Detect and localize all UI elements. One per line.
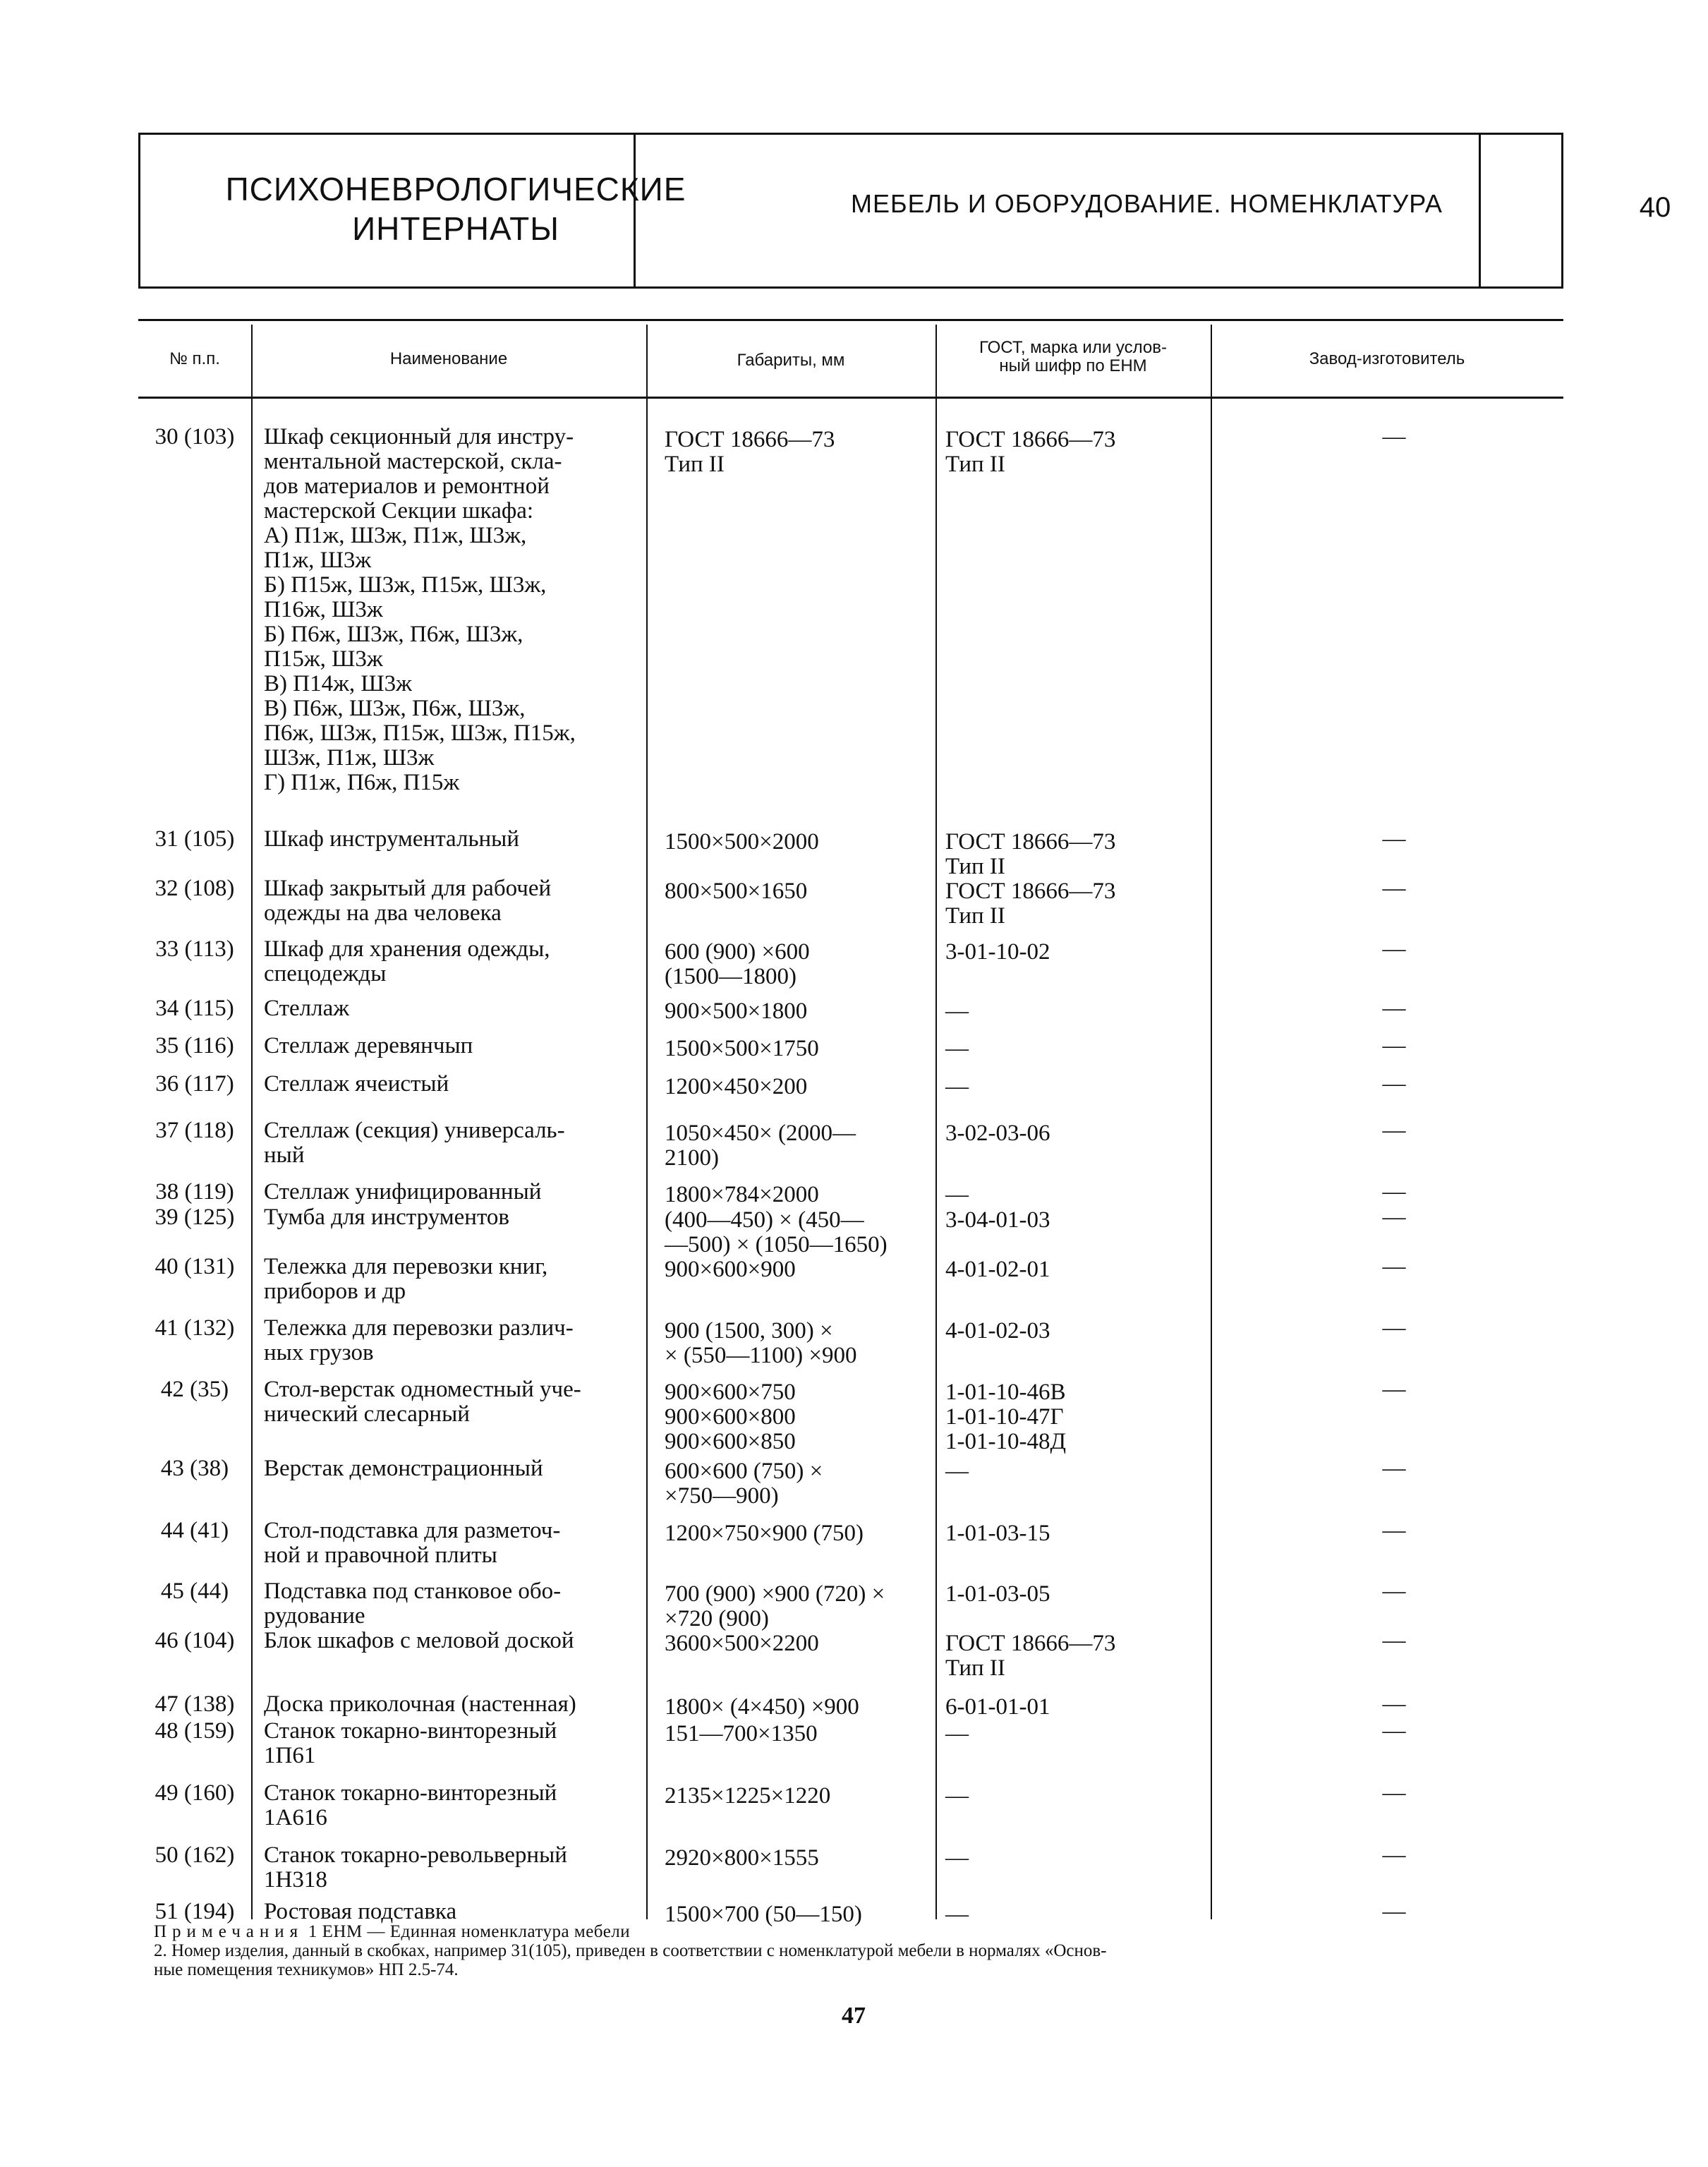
item-dimensions — [665, 830, 933, 855]
item-dimensions-line: 2920×800×1555 — [665, 1845, 819, 1871]
row-number: 31 (105) — [155, 826, 235, 852]
item-gost-code-line: 3-04-01-03 — [945, 1207, 1050, 1233]
item-name — [264, 1719, 638, 1768]
item-gost-code — [945, 1846, 1199, 1871]
item-name — [264, 1843, 638, 1893]
item-name-line: Стол-верстак одноместный уче- — [264, 1377, 581, 1402]
item-dimensions-line: 900×600×850 — [665, 1429, 796, 1454]
row-number: 47 (138) — [155, 1691, 235, 1717]
item-gost-code — [945, 1695, 1199, 1720]
column-header-gost-line: ГОСТ, марка или услов- — [979, 338, 1167, 357]
item-dimensions-line: 2135×1225×1220 — [665, 1783, 831, 1809]
item-gost-code-line: — — [945, 1721, 969, 1746]
header-title-line: ПСИХОНЕВРОЛОГИЧЕСКИЕ — [225, 171, 686, 207]
item-name — [264, 1781, 638, 1830]
row-number: 46 (104) — [155, 1628, 235, 1653]
item-dimensions-line: 1200×450×200 — [665, 1074, 808, 1099]
item-gost-code-line: 4-01-02-01 — [945, 1257, 1050, 1282]
item-dimensions-line: ×720 (900) — [665, 1606, 769, 1631]
item-dimensions — [665, 1722, 933, 1746]
item-dimensions-line: ×750—900) — [665, 1483, 779, 1509]
item-name-line: Шкаф инструментальный — [264, 826, 519, 852]
item-name — [264, 1519, 638, 1568]
item-gost-code-line: ГОСТ 18666—73 — [945, 1631, 1116, 1656]
item-name — [264, 1692, 638, 1717]
item-manufacturer: — — [1382, 1205, 1406, 1230]
row-number: 41 (132) — [155, 1315, 235, 1341]
item-name — [264, 1118, 638, 1168]
row-number: 34 (115) — [155, 996, 234, 1021]
item-name — [264, 1034, 638, 1058]
item-dimensions-line: 1800× (4×450) ×900 — [665, 1694, 859, 1720]
item-manufacturer: — — [1382, 1456, 1406, 1481]
item-name — [264, 1629, 638, 1653]
item-gost-code — [945, 1631, 1199, 1681]
row-number: 42 (35) — [160, 1377, 229, 1402]
item-name-line: Ш3ж, П1ж, Ш3ж — [264, 745, 435, 771]
item-name — [264, 1456, 638, 1481]
item-dimensions-line: 1050×450× (2000— — [665, 1121, 856, 1146]
item-name-line: 1Н318 — [264, 1867, 327, 1893]
item-name-line: Блок шкафов с меловой доской — [264, 1628, 574, 1653]
item-dimensions — [665, 879, 933, 904]
item-dimensions-line: 151—700×1350 — [665, 1721, 818, 1746]
row-number: 32 (108) — [155, 876, 235, 901]
item-manufacturer: — — [1382, 424, 1406, 449]
item-gost-code — [945, 879, 1199, 929]
row-number: 39 (125) — [155, 1205, 235, 1230]
item-manufacturer: — — [1382, 1579, 1406, 1604]
item-name — [264, 1900, 638, 1924]
item-gost-code-line: — — [945, 1182, 969, 1207]
column-header-number: № п.п. — [169, 349, 220, 368]
table-top-rule — [138, 319, 1563, 321]
item-name-line: Тумба для инструментов — [264, 1205, 510, 1230]
item-manufacturer: — — [1382, 936, 1406, 962]
item-dimensions — [665, 1582, 933, 1631]
item-manufacturer: — — [1382, 1033, 1406, 1058]
item-name — [264, 425, 638, 795]
item-name-line: Тележка для перевозки книг, — [264, 1254, 548, 1279]
item-dimensions — [665, 1075, 933, 1099]
item-name-line: Стеллаж ячеистый — [264, 1071, 449, 1097]
item-manufacturer: — — [1382, 826, 1406, 852]
item-name-line: Б) П6ж, Ш3ж, П6ж, Ш3ж, — [264, 622, 523, 647]
item-name — [264, 827, 638, 852]
item-dimensions-line: 1800×784×2000 — [665, 1182, 819, 1207]
item-gost-code — [945, 1075, 1199, 1099]
nomenclature-table — [138, 319, 1563, 1927]
item-dimensions — [665, 999, 933, 1024]
item-dimensions — [665, 1631, 933, 1656]
item-name-line: ной и правочной плиты — [264, 1543, 497, 1568]
item-gost-code-line: 1-01-03-15 — [945, 1521, 1050, 1546]
item-manufacturer: — — [1382, 876, 1406, 901]
item-name-line: нический слесарный — [264, 1401, 470, 1427]
item-dimensions — [665, 1257, 933, 1282]
item-name — [264, 1579, 638, 1629]
column-divider — [1211, 325, 1212, 1919]
item-gost-code — [945, 428, 1199, 477]
item-name-line: одежды на два человека — [264, 900, 502, 926]
item-dimensions — [665, 1183, 933, 1207]
item-name-line: ментальной мастерской, скла- — [264, 449, 562, 474]
header-institution-title — [152, 169, 759, 248]
item-name — [264, 876, 638, 926]
item-name-line: Б) П15ж, Ш3ж, П15ж, Ш3ж, — [264, 572, 547, 598]
item-gost-code-line: — — [945, 1783, 969, 1809]
header-bottom-rule — [138, 286, 1563, 289]
row-number: 37 (118) — [155, 1118, 234, 1143]
item-name-line: Стеллаж деревянчып — [264, 1033, 473, 1058]
item-name-line: 1А616 — [264, 1805, 327, 1830]
header-title-line: ИНТЕРНАТЫ — [352, 210, 559, 247]
row-number: 40 (131) — [155, 1254, 235, 1279]
item-name-line: Ростовая подставка — [264, 1899, 457, 1924]
item-dimensions — [665, 1459, 933, 1509]
item-gost-code — [945, 1257, 1199, 1282]
column-divider — [251, 325, 253, 1919]
table-header-rule — [138, 397, 1563, 399]
item-gost-code-line: — — [945, 1036, 969, 1061]
item-dimensions-line: 2100) — [665, 1145, 719, 1171]
item-gost-code-line: 1-01-10-46В — [945, 1380, 1066, 1405]
item-gost-code-line: 4-01-02-03 — [945, 1318, 1050, 1344]
item-name-line: Стеллаж (секция) универсаль- — [264, 1118, 565, 1143]
item-gost-code-line: Тип II — [945, 854, 1005, 879]
notes-label: Примечания — [154, 1922, 304, 1941]
item-dimensions-line: 900×600×800 — [665, 1404, 796, 1430]
item-name-line: приборов и др — [264, 1279, 406, 1304]
item-gost-code — [945, 1722, 1199, 1746]
item-dimensions-line: × (550—1100) ×900 — [665, 1343, 857, 1368]
item-manufacturer: — — [1382, 1842, 1406, 1868]
item-gost-code — [945, 1183, 1199, 1207]
item-name — [264, 1072, 638, 1097]
column-header-gost — [935, 339, 1211, 375]
item-name-line: П15ж, Ш3ж — [264, 646, 383, 672]
item-dimensions-line: (400—450) × (450— — [665, 1207, 864, 1233]
column-header-gost-line: ный шифр по ЕНМ — [999, 356, 1147, 375]
note-1-text: 1 ЕНМ — Единная номенклатура мебели — [308, 1922, 631, 1941]
document-header — [138, 133, 1671, 285]
item-dimensions — [665, 1121, 933, 1171]
item-name — [264, 1377, 638, 1427]
item-gost-code — [945, 830, 1199, 879]
item-dimensions-line: 900×600×900 — [665, 1257, 796, 1282]
item-manufacturer: — — [1382, 1179, 1406, 1205]
item-gost-code — [945, 1380, 1199, 1454]
item-dimensions — [665, 940, 933, 989]
item-gost-code — [945, 1037, 1199, 1061]
item-dimensions — [665, 428, 933, 477]
item-manufacturer: — — [1382, 1691, 1406, 1717]
item-manufacturer: — — [1382, 1518, 1406, 1543]
item-dimensions-line: 900×500×1800 — [665, 998, 808, 1024]
item-name-line: П6ж, Ш3ж, П15ж, Ш3ж, П15ж, — [264, 720, 576, 746]
item-gost-code — [945, 1582, 1199, 1607]
item-name — [264, 1205, 638, 1230]
item-manufacturer: — — [1382, 1718, 1406, 1744]
item-name — [264, 1255, 638, 1304]
item-manufacturer: — — [1382, 1118, 1406, 1143]
item-dimensions-line: 1500×700 (50—150) — [665, 1902, 862, 1927]
item-dimensions-line: 800×500×1650 — [665, 879, 808, 904]
note-1 — [154, 1922, 1558, 1941]
item-dimensions-line: (1500—1800) — [665, 964, 797, 989]
item-name — [264, 1316, 638, 1365]
item-dimensions-line: 1500×500×1750 — [665, 1036, 819, 1061]
item-name-line: П16ж, Ш3ж — [264, 597, 383, 622]
row-number: 48 (159) — [155, 1718, 235, 1744]
item-name-line: мастерской Секции шкафа: — [264, 498, 534, 524]
item-gost-code-line: ГОСТ 18666—73 — [945, 427, 1116, 452]
item-manufacturer: — — [1382, 1899, 1406, 1924]
item-gost-code-line: ГОСТ 18666—73 — [945, 879, 1116, 904]
item-gost-code-line: — — [945, 1902, 969, 1927]
page-number: 47 — [842, 2003, 866, 2029]
item-gost-code-line: — — [945, 1074, 969, 1099]
row-number: 35 (116) — [155, 1033, 234, 1058]
item-gost-code-line: 1-01-10-47Г — [945, 1404, 1064, 1430]
item-gost-code-line: 1-01-10-48Д — [945, 1429, 1066, 1454]
item-manufacturer: — — [1382, 1628, 1406, 1653]
item-gost-code — [945, 999, 1199, 1024]
item-gost-code-line: 3-02-03-06 — [945, 1121, 1050, 1146]
row-number: 51 (194) — [155, 1899, 235, 1924]
item-name-line: ный — [264, 1142, 305, 1168]
item-gost-code — [945, 1121, 1199, 1146]
item-gost-code — [945, 1521, 1199, 1546]
row-number: 33 (113) — [155, 936, 234, 962]
row-number: 30 (103) — [155, 424, 235, 449]
row-number: 50 (162) — [155, 1842, 235, 1868]
item-name-line: 1П61 — [264, 1743, 316, 1768]
note-2-line: 2. Номер изделия, данный в скобках, например 31(105), приведен в соответствии с номенклатурой мебели в нормалях «Основ- — [154, 1941, 1107, 1960]
item-name-line: Тележка для перевозки различ- — [264, 1315, 574, 1341]
item-name — [264, 996, 638, 1021]
item-name-line: В) П14ж, Ш3ж — [264, 671, 412, 696]
item-name — [264, 1180, 638, 1205]
item-gost-code-line: 3-01-10-02 — [945, 939, 1050, 965]
item-dimensions — [665, 1380, 933, 1454]
item-gost-code-line: Тип II — [945, 452, 1005, 477]
header-divider — [138, 133, 140, 286]
item-dimensions-line: 700 (900) ×900 (720) × — [665, 1581, 885, 1607]
item-name-line: Г) П1ж, П6ж, П15ж — [264, 770, 460, 795]
item-dimensions-line: 1200×750×900 (750) — [665, 1521, 864, 1546]
item-name-line: Станок токарно-винторезный — [264, 1780, 557, 1806]
item-name-line: Подставка под станковое обо- — [264, 1579, 562, 1604]
header-section-title: МЕБЕЛЬ И ОБОРУДОВАНИЕ. НОМЕНКЛАТУРА — [851, 189, 1443, 218]
item-dimensions — [665, 1319, 933, 1368]
item-manufacturer: — — [1382, 1315, 1406, 1341]
item-gost-code — [945, 1208, 1199, 1233]
row-number: 43 (38) — [160, 1456, 229, 1481]
item-dimensions-line: —500) × (1050—1650) — [665, 1232, 888, 1257]
item-name-line: Станок токарно-револьверный — [264, 1842, 567, 1868]
item-gost-code-line: — — [945, 1459, 969, 1484]
item-gost-code — [945, 1784, 1199, 1809]
row-number: 36 (117) — [155, 1071, 234, 1097]
item-name-line: Шкаф для хранения одежды, — [264, 936, 550, 962]
item-name-line: П1ж, Ш3ж — [264, 548, 372, 573]
item-dimensions-line: 900 (1500, 300) × — [665, 1318, 833, 1344]
item-dimensions-line: Тип II — [665, 452, 725, 477]
item-gost-code-line: 1-01-03-05 — [945, 1581, 1050, 1607]
item-gost-code — [945, 1459, 1199, 1484]
item-name-line: Стеллаж — [264, 996, 350, 1021]
item-dimensions-line: 900×600×750 — [665, 1380, 796, 1405]
item-gost-code-line: Тип II — [945, 1655, 1005, 1681]
column-header-dimensions: Габариты, мм — [737, 351, 845, 370]
item-manufacturer: — — [1382, 1071, 1406, 1097]
row-number: 44 (41) — [160, 1518, 229, 1543]
row-number: 49 (160) — [155, 1780, 235, 1806]
item-name-line: Шкаф закрытый для рабочей — [264, 876, 552, 901]
column-header-name: Наименование — [389, 349, 508, 368]
item-name-line: Шкаф секционный для инстру- — [264, 424, 574, 449]
item-dimensions — [665, 1695, 933, 1720]
item-name-line: Доска приколочная (настенная) — [264, 1691, 576, 1717]
item-manufacturer: — — [1382, 1254, 1406, 1279]
notes — [154, 1922, 1558, 1979]
item-manufacturer: — — [1382, 1780, 1406, 1806]
item-dimensions — [665, 1037, 933, 1061]
item-gost-code — [945, 1319, 1199, 1344]
note-2-line: ные помещения техникумов» НП 2.5-74. — [154, 1960, 459, 1979]
item-manufacturer: — — [1382, 1377, 1406, 1402]
item-name-line: Станок токарно-винторезный — [264, 1718, 557, 1744]
item-dimensions — [665, 1846, 933, 1871]
item-dimensions — [665, 1784, 933, 1809]
item-name-line: Верстак демонстрационный — [264, 1456, 543, 1481]
header-sheet-number: 40 — [1639, 192, 1671, 223]
item-gost-code-line: — — [945, 998, 969, 1024]
row-number: 45 (44) — [160, 1579, 229, 1604]
item-dimensions-line: 1500×500×2000 — [665, 829, 819, 855]
item-name-line: В) П6ж, Ш3ж, П6ж, Ш3ж, — [264, 696, 526, 721]
row-number: 38 (119) — [155, 1179, 234, 1205]
item-gost-code-line: — — [945, 1845, 969, 1871]
item-dimensions — [665, 1208, 933, 1257]
item-dimensions-line: 600 (900) ×600 — [665, 939, 810, 965]
item-name-line: А) П1ж, Ш3ж, П1ж, Ш3ж, — [264, 523, 527, 548]
item-gost-code — [945, 940, 1199, 965]
item-name-line: Стол-подставка для разметоч- — [264, 1518, 561, 1543]
item-name-line: спецодежды — [264, 961, 387, 986]
header-top-rule — [138, 133, 1563, 135]
item-name-line: дов материалов и ремонтной — [264, 473, 550, 499]
item-manufacturer: — — [1382, 996, 1406, 1021]
column-divider — [646, 325, 648, 1919]
item-gost-code-line: ГОСТ 18666—73 — [945, 829, 1116, 855]
item-dimensions-line: 600×600 (750) × — [665, 1459, 823, 1484]
item-name-line: ных грузов — [264, 1340, 374, 1365]
column-header-manufacturer: Завод-изготовитель — [1309, 349, 1465, 368]
item-name — [264, 937, 638, 986]
item-dimensions — [665, 1521, 933, 1546]
column-divider — [935, 325, 937, 1919]
item-dimensions-line: ГОСТ 18666—73 — [665, 427, 835, 452]
header-divider — [1561, 133, 1563, 286]
item-gost-code-line: 6-01-01-01 — [945, 1694, 1050, 1720]
item-gost-code-line: Тип II — [945, 903, 1005, 929]
item-name-line: рудование — [264, 1603, 365, 1629]
item-dimensions-line: 3600×500×2200 — [665, 1631, 819, 1656]
item-name-line: Стеллаж унифицированный — [264, 1179, 542, 1205]
